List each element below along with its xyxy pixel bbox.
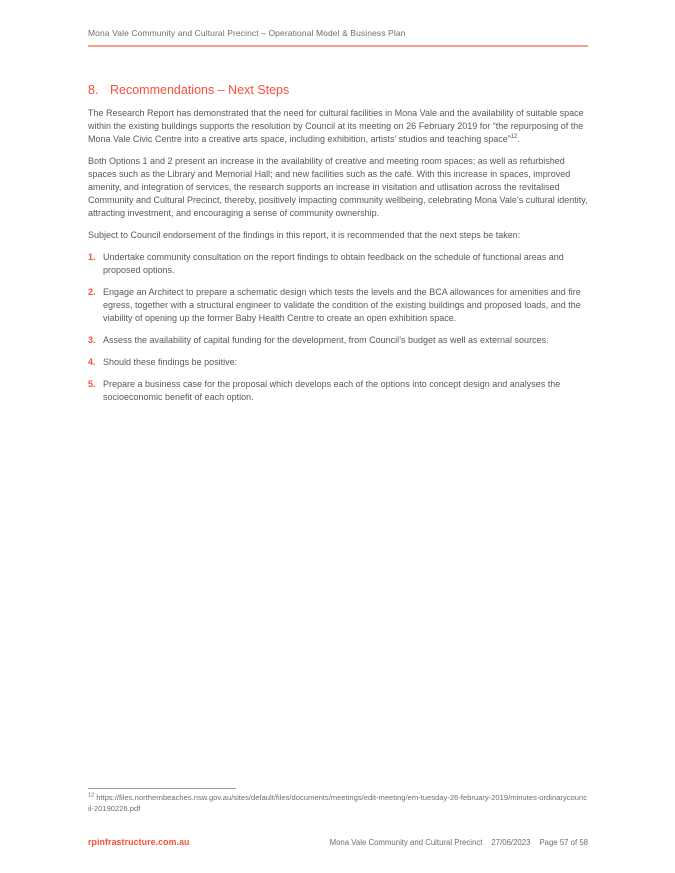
footnote-reference-12: 12 <box>510 134 518 140</box>
paragraph-1-text: The Research Report has demonstrated that the need for cultural facilities in Mona Vale and the availability of suitable space within the existing buildings supports the resolution by Council at its meeting on 26 February 2019 for “the repurposing of the Mona Vale Civic Centre into a creative arts space, including exhibition, artists’ studios and teaching space” <box>88 108 584 144</box>
list-item-text: Undertake community consultation on the report findings to obtain feedback on the schedule of functional areas and proposed options. <box>103 252 564 275</box>
footnote-separator-rule <box>88 788 236 789</box>
list-item <box>88 251 588 277</box>
footer-website-link[interactable]: rpinfrastructure.com.au <box>88 837 190 847</box>
page-content <box>88 0 588 404</box>
recommendations-list <box>88 251 588 404</box>
footnote-12 <box>88 793 588 814</box>
section-heading <box>88 83 588 97</box>
paragraph-options: Both Options 1 and 2 present an increase in the availability of creative and meeting room spaces; as well as refurbished spaces such as the Library and Memorial Hall; and new facilities such as the café. With this increase in spaces, improved amenity, and integration of services, the research supports an increase in visitation and utlisation across the revitalised Community and Cultural Precinct, thereby, positively impacting community wellbeing, celebrating Mona Vale’s cultural identity, attracting investment, and encouraging a sense of community ownership. <box>88 156 588 218</box>
paragraph-subject-to-council: Subject to Council endorsement of the findings in this report, it is recommended that the next steps be taken: <box>88 230 521 240</box>
list-item-text: Should these findings be positive: <box>103 357 238 367</box>
list-item <box>88 378 588 404</box>
footnote-url-link[interactable]: https://files.northernbeaches.nsw.gov.au/sites/default/files/documents/meetings/edit-meeting/em-tuesday-26-february-2019/minutes-ordinarycouncil-20190226.pdf <box>88 793 588 813</box>
list-item-number: 5. <box>88 379 96 389</box>
list-item-text: Prepare a business case for the proposal which develops each of the options into concept design and analyses the socioeconomic benefit of each option. <box>103 379 561 402</box>
footnote-block <box>88 788 588 814</box>
footer-meta <box>330 838 588 847</box>
paragraph-research-report <box>88 107 588 146</box>
paragraph-1-tail: . <box>517 134 520 144</box>
footer-date: 27/06/2023 <box>491 838 531 847</box>
footer-doc-title: Mona Vale Community and Cultural Precinct <box>329 838 483 847</box>
section-number: 8. <box>88 83 99 97</box>
list-item-number: 4. <box>88 357 96 367</box>
header-rule <box>88 45 588 47</box>
running-header-title: Mona Vale Community and Cultural Precinct – Operational Model & Business Plan <box>88 28 406 38</box>
list-item-text: Engage an Architect to prepare a schematic design which tests the levels and the BCA allowances for amenities and fire egress, together with a structural engineer to validate the condition of the existing buildings and proposed loads, and the viability of opening up the former Baby Health Centre to create an open exhibition space. <box>103 287 581 323</box>
list-item-number: 3. <box>88 335 96 345</box>
list-item-number: 1. <box>88 252 96 262</box>
list-item <box>88 286 588 325</box>
footnote-marker: 12 <box>88 792 95 799</box>
list-item <box>88 356 588 369</box>
section-title: Recommendations – Next Steps <box>110 83 290 97</box>
list-item-number: 2. <box>88 287 96 297</box>
footer-page-number: Page 57 of 58 <box>539 838 588 847</box>
page-footer <box>88 837 588 847</box>
list-item <box>88 334 588 347</box>
list-item-text: Assess the availability of capital funding for the development, from Council’s budget as well as external sources. <box>103 335 549 345</box>
